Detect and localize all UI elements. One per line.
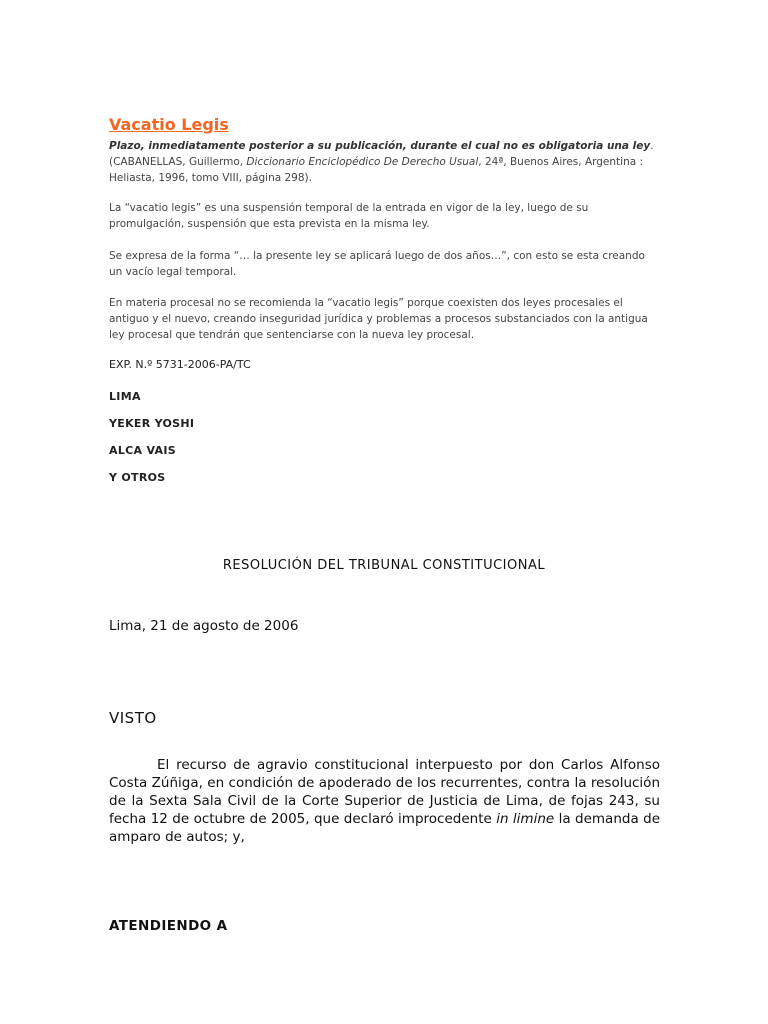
resolution-heading: RESOLUCIÓN DEL TRIBUNAL CONSTITUCIONAL	[222, 558, 546, 573]
in-limine-text: in limine	[496, 811, 555, 827]
definition-text: Plazo, inmediatamente posterior a su publicación, durante el cual no es obligatoria una ley	[109, 140, 651, 152]
citation-title: Diccionario Enciclopédico De Derecho Usual	[246, 156, 479, 168]
paragraph-2: Se expresa de la forma “… la presente ley se aplicará luego de dos años…”, con esto se esta creando un vacío legal temporal.	[109, 250, 645, 278]
definition-end: .	[650, 140, 654, 152]
party-line: LIMA	[109, 390, 141, 403]
paragraph-3: En materia procesal no se recomienda la “vacatio legis” porque coexisten dos leyes procesales el antiguo y el nuevo, creando inseguridad jurídica y problemas a procesos substanciados con la antigua ley procesal que tendrán que sentenciarse con la nueva ley procesal.	[109, 297, 648, 341]
party-line: YEKER YOSHI	[109, 417, 195, 430]
resolution-date: Lima, 21 de agosto de 2006	[109, 618, 299, 634]
document-title: Vacatio Legis	[109, 115, 229, 134]
party-line: Y OTROS	[109, 471, 166, 484]
citation-end: , 24ª, Buenos Aires, Argentina : Heliasta, 1996, tomo VIII, página 298).	[109, 156, 644, 184]
visto-text-end: la demanda de amparo de autos; y,	[109, 811, 660, 845]
visto-text-start: El recurso de agravio constitucional interpuesto por don Carlos Alfonso Costa Zúñiga, en condición de apoderado de los recurrentes, contra la resolución de la Sexta Sala Civil de la Corte Superior de Justicia de Lima, de fojas 243, su fecha 12 de octubre de 2005, que declaró improcedente	[109, 757, 660, 827]
party-line: ALCA VAIS	[109, 444, 176, 457]
atendiendo-heading: ATENDIENDO A	[109, 918, 228, 934]
citation-start: (CABANELLAS, Guillermo,	[109, 156, 247, 168]
expediente-number: EXP. N.º 5731-2006-PA/TC	[109, 358, 251, 371]
definition-block	[109, 138, 654, 186]
visto-heading: VISTO	[109, 709, 157, 727]
paragraph-1: La “vacatio legis” es una suspensión temporal de la entrada en vigor de la ley, luego de su promulgación, suspensión que esta prevista en la misma ley.	[109, 202, 589, 230]
visto-paragraph	[109, 756, 660, 846]
